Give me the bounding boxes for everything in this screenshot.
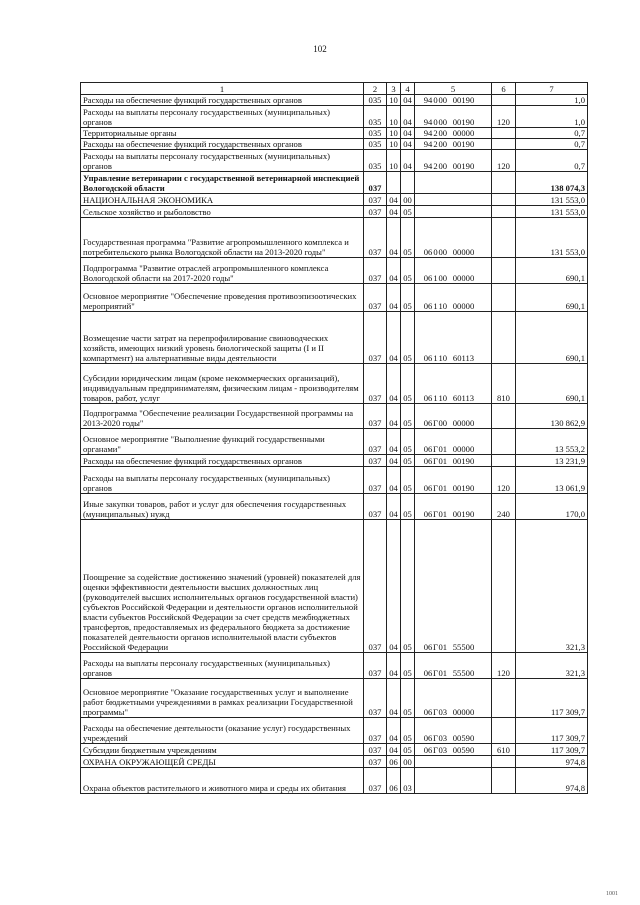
csr-part: 1 [433, 273, 438, 283]
sum-cell: 690,1 [516, 364, 588, 404]
csr-part: 00190 [452, 509, 475, 519]
row-name-cell: Расходы на обеспечение деятельности (оказание услуг) государственных учреждений [81, 718, 364, 744]
csr-cell [415, 520, 492, 653]
rz-cell [387, 172, 401, 194]
vr-cell [492, 404, 516, 429]
csr-part: Г [433, 707, 438, 717]
pr-cell: 05 [401, 520, 415, 653]
csr-part: 03 [438, 745, 448, 755]
header-cell: 5 [415, 83, 492, 95]
ved-cell: 037 [364, 653, 387, 679]
csr-cell [415, 284, 492, 312]
pr-cell: 04 [401, 139, 415, 150]
csr-part: 00 [438, 117, 448, 127]
header-cell: 6 [492, 83, 516, 95]
pr-cell: 05 [401, 679, 415, 718]
csr-cell [415, 718, 492, 744]
sum-cell: 117 309,7 [516, 718, 588, 744]
table-row [81, 364, 588, 404]
rz-cell: 04 [387, 258, 401, 284]
csr-part: 94 [423, 95, 433, 105]
header-cell: 3 [387, 83, 401, 95]
csr-part: 00000 [452, 707, 475, 717]
csr-part: Г [433, 418, 438, 428]
sum-cell: 1,0 [516, 106, 588, 128]
table-row [81, 679, 588, 718]
csr-part: Г [433, 642, 438, 652]
pr-cell: 03 [401, 768, 415, 794]
table-row [81, 172, 588, 194]
csr-part: 06 [423, 444, 433, 454]
csr-part: 00 [438, 418, 448, 428]
csr-part: Г [433, 456, 438, 466]
csr-part: 00000 [452, 444, 475, 454]
csr-cell [415, 258, 492, 284]
sum-cell: 690,1 [516, 258, 588, 284]
vr-cell: 120 [492, 150, 516, 172]
pr-cell: 05 [401, 467, 415, 494]
pr-cell: 00 [401, 194, 415, 206]
page-number: 102 [313, 44, 327, 54]
rz-cell: 04 [387, 404, 401, 429]
vr-cell: 240 [492, 494, 516, 520]
pr-cell: 05 [401, 494, 415, 520]
row-name-cell: Подпрограмма "Обеспечение реализации Государственной программы на 2013-2020 годы" [81, 404, 364, 429]
csr-part: 00590 [452, 733, 475, 743]
ved-cell: 037 [364, 429, 387, 455]
pr-cell: 00 [401, 756, 415, 768]
sum-cell: 13 061,9 [516, 467, 588, 494]
vr-cell [492, 194, 516, 206]
pr-cell: 05 [401, 718, 415, 744]
vr-cell: 810 [492, 364, 516, 404]
csr-part: 00190 [452, 456, 475, 466]
csr-cell [415, 494, 492, 520]
csr-part: 2 [433, 161, 438, 171]
sum-cell: 131 553,0 [516, 194, 588, 206]
csr-part: 10 [438, 353, 448, 363]
csr-part: 10 [438, 301, 448, 311]
csr-part: 60113 [452, 393, 475, 403]
rz-cell: 04 [387, 520, 401, 653]
row-name-cell: Расходы на выплаты персоналу государственных (муниципальных) органов [81, 106, 364, 128]
csr-part: 10 [438, 393, 448, 403]
csr-part: 00 [438, 128, 448, 138]
csr-part: 06 [423, 745, 433, 755]
csr-part: 0 [433, 95, 438, 105]
table-row [81, 455, 588, 467]
row-name-cell: Расходы на выплаты персоналу государственных (муниципальных) органов [81, 653, 364, 679]
csr-part: 06 [423, 668, 433, 678]
csr-cell [415, 455, 492, 467]
csr-cell [415, 139, 492, 150]
csr-cell [415, 744, 492, 756]
sum-cell: 131 553,0 [516, 218, 588, 258]
pr-cell: 05 [401, 206, 415, 218]
csr-part: 01 [438, 668, 448, 678]
row-name-cell: Государственная программа "Развитие агропромышленного комплекса и потребительского рынка Вологодской области на 2013-2020 годы" [81, 218, 364, 258]
csr-part: 06 [423, 509, 433, 519]
csr-part: Г [433, 733, 438, 743]
row-name-cell: Основное мероприятие "Обеспечение проведения противоэпизоотических мероприятий" [81, 284, 364, 312]
csr-part: 06 [423, 247, 433, 257]
table-row [81, 718, 588, 744]
row-name-cell: ОХРАНА ОКРУЖАЮЩЕЙ СРЕДЫ [81, 756, 364, 768]
csr-cell [415, 756, 492, 768]
table-row [81, 106, 588, 128]
header-row [81, 83, 588, 95]
row-name-cell: Расходы на выплаты персоналу государственных (муниципальных) органов [81, 467, 364, 494]
rz-cell: 10 [387, 139, 401, 150]
csr-cell [415, 106, 492, 128]
row-name-cell: Расходы на обеспечение функций государственных органов [81, 95, 364, 106]
rz-cell: 04 [387, 429, 401, 455]
csr-part: 55500 [452, 642, 475, 652]
ved-cell: 035 [364, 95, 387, 106]
pr-cell: 05 [401, 218, 415, 258]
vr-cell [492, 520, 516, 653]
csr-part: Г [433, 668, 438, 678]
pr-cell: 04 [401, 106, 415, 128]
pr-cell: 05 [401, 258, 415, 284]
sum-cell: 13 553,2 [516, 429, 588, 455]
csr-cell [415, 364, 492, 404]
ved-cell: 037 [364, 194, 387, 206]
pr-cell: 05 [401, 744, 415, 756]
ved-cell: 037 [364, 768, 387, 794]
csr-part: 06 [423, 733, 433, 743]
sum-cell: 0,7 [516, 128, 588, 139]
ved-cell: 037 [364, 467, 387, 494]
row-name-cell: Субсидии юридическим лицам (кроме некоммерческих организаций), индивидуальным предпринимателям, физическим лицам - производителям товаров, работ, услуг [81, 364, 364, 404]
row-name-cell: Иные закупки товаров, работ и услуг для обеспечения государственных (муниципальных) нужд [81, 494, 364, 520]
row-name-cell: Основное мероприятие "Выполнение функций государственными органами" [81, 429, 364, 455]
table-row [81, 756, 588, 768]
pr-cell: 04 [401, 150, 415, 172]
csr-part: 00 [438, 273, 448, 283]
vr-cell [492, 258, 516, 284]
rz-cell: 04 [387, 218, 401, 258]
csr-part: 1 [433, 301, 438, 311]
csr-part: 00000 [452, 418, 475, 428]
sum-cell: 13 231,9 [516, 455, 588, 467]
vr-cell [492, 718, 516, 744]
sum-cell: 117 309,7 [516, 679, 588, 718]
csr-cell [415, 128, 492, 139]
rz-cell: 06 [387, 768, 401, 794]
csr-part: 1 [433, 393, 438, 403]
csr-part: 00 [438, 161, 448, 171]
vr-cell [492, 679, 516, 718]
csr-part: 00190 [452, 161, 475, 171]
csr-cell [415, 404, 492, 429]
ved-cell: 037 [364, 679, 387, 718]
row-name-cell: Сельское хозяйство и рыболовство [81, 206, 364, 218]
table-row [81, 128, 588, 139]
ved-cell: 037 [364, 364, 387, 404]
ved-cell: 037 [364, 206, 387, 218]
ved-cell: 037 [364, 312, 387, 364]
sum-cell: 0,7 [516, 139, 588, 150]
csr-cell [415, 429, 492, 455]
pr-cell: 05 [401, 429, 415, 455]
ved-cell: 035 [364, 128, 387, 139]
csr-cell [415, 172, 492, 194]
csr-part: 2 [433, 128, 438, 138]
csr-part: 06 [423, 393, 433, 403]
csr-part: 01 [438, 483, 448, 493]
rz-cell: 04 [387, 718, 401, 744]
ved-cell: 037 [364, 718, 387, 744]
row-name-cell: Основное мероприятие "Оказание государственных услуг и выполнение работ бюджетными учреждениями в рамках реализации Государственной программы" [81, 679, 364, 718]
csr-part: 06 [423, 456, 433, 466]
csr-cell [415, 679, 492, 718]
table-row [81, 520, 588, 653]
csr-part: 55500 [452, 668, 475, 678]
rz-cell: 10 [387, 150, 401, 172]
table-row [81, 653, 588, 679]
vr-cell [492, 128, 516, 139]
table-row [81, 494, 588, 520]
sum-cell: 690,1 [516, 284, 588, 312]
vr-cell: 120 [492, 653, 516, 679]
rz-cell: 04 [387, 467, 401, 494]
rz-cell: 04 [387, 206, 401, 218]
csr-part: 60113 [452, 353, 475, 363]
rz-cell: 10 [387, 128, 401, 139]
csr-part: 0 [433, 247, 438, 257]
vr-cell [492, 429, 516, 455]
ved-cell: 035 [364, 106, 387, 128]
sum-cell: 170,0 [516, 494, 588, 520]
vr-cell [492, 284, 516, 312]
csr-part: 94 [423, 128, 433, 138]
rz-cell: 04 [387, 744, 401, 756]
table-row [81, 95, 588, 106]
vr-cell [492, 139, 516, 150]
csr-part: 1 [433, 353, 438, 363]
csr-cell [415, 312, 492, 364]
vr-cell [492, 768, 516, 794]
pr-cell: 05 [401, 284, 415, 312]
row-name-cell: Территориальные органы [81, 128, 364, 139]
vr-cell [492, 455, 516, 467]
csr-part: 00 [438, 247, 448, 257]
ved-cell: 037 [364, 258, 387, 284]
ved-cell: 037 [364, 172, 387, 194]
ved-cell: 037 [364, 744, 387, 756]
pr-cell: 05 [401, 312, 415, 364]
pr-cell: 04 [401, 128, 415, 139]
ved-cell: 037 [364, 494, 387, 520]
footer-mark: 1001 [606, 891, 618, 897]
csr-part: 00190 [452, 139, 475, 149]
row-name-cell: Охрана объектов растительного и животного мира и среды их обитания [81, 768, 364, 794]
csr-part: 03 [438, 733, 448, 743]
csr-part: 00590 [452, 745, 475, 755]
ved-cell: 037 [364, 404, 387, 429]
rz-cell: 04 [387, 653, 401, 679]
ved-cell: 035 [364, 150, 387, 172]
sum-cell: 130 862,9 [516, 404, 588, 429]
rz-cell: 10 [387, 106, 401, 128]
csr-cell [415, 768, 492, 794]
table-row [81, 284, 588, 312]
csr-cell [415, 653, 492, 679]
csr-cell [415, 218, 492, 258]
sum-cell: 690,1 [516, 312, 588, 364]
sum-cell: 974,8 [516, 768, 588, 794]
csr-part: 06 [423, 273, 433, 283]
sum-cell: 974,8 [516, 756, 588, 768]
rz-cell: 06 [387, 756, 401, 768]
table-row [81, 139, 588, 150]
table-row [81, 258, 588, 284]
ved-cell: 037 [364, 218, 387, 258]
csr-part: 06 [423, 642, 433, 652]
pr-cell: 05 [401, 653, 415, 679]
csr-part: 01 [438, 509, 448, 519]
table-row [81, 312, 588, 364]
csr-part: 00 [438, 95, 448, 105]
csr-part: 03 [438, 707, 448, 717]
rz-cell: 04 [387, 455, 401, 467]
csr-part: 00000 [452, 128, 475, 138]
csr-part: Г [433, 483, 438, 493]
table-row [81, 150, 588, 172]
csr-cell [415, 206, 492, 218]
csr-part: 06 [423, 483, 433, 493]
vr-cell [492, 218, 516, 258]
vr-cell [492, 172, 516, 194]
csr-part: 2 [433, 139, 438, 149]
vr-cell [492, 756, 516, 768]
csr-part: 94 [423, 161, 433, 171]
csr-part: 06 [423, 353, 433, 363]
ved-cell: 037 [364, 520, 387, 653]
row-name-cell: Поощрение за содействие достижению значений (уровней) показателей для оценки эффективности деятельности высших должностных лиц (руководителей высших исполнительных органов государственной власти) субъектов Российской Федерации и деятельности органов исполнительной власти субъектов Российской Федерации за счет средств межбюджетных трансфертов, предоставляемых из федерального бюджета за достижение показателей деятельности органов исполнительной власти субъектов Российской Федерации [81, 520, 364, 653]
csr-part: 01 [438, 642, 448, 652]
csr-cell [415, 194, 492, 206]
row-name-cell: Возмещение части затрат на перепрофилирование свиноводческих хозяйств, имеющих низкий уровень биологической защиты (I и II компартмент) на альтернативные виды деятельности [81, 312, 364, 364]
csr-part: Г [433, 444, 438, 454]
csr-part: 01 [438, 456, 448, 466]
csr-part: 00 [438, 139, 448, 149]
row-name-cell: Расходы на обеспечение функций государственных органов [81, 139, 364, 150]
rz-cell: 04 [387, 494, 401, 520]
ved-cell: 035 [364, 139, 387, 150]
table-row [81, 206, 588, 218]
csr-part: 06 [423, 418, 433, 428]
csr-part: 00000 [452, 301, 475, 311]
csr-part: 00190 [452, 95, 475, 105]
vr-cell [492, 206, 516, 218]
pr-cell [401, 172, 415, 194]
sum-cell: 321,3 [516, 520, 588, 653]
rz-cell: 04 [387, 679, 401, 718]
sum-cell: 321,3 [516, 653, 588, 679]
sum-cell: 117 309,7 [516, 744, 588, 756]
vr-cell [492, 95, 516, 106]
csr-part: Г [433, 745, 438, 755]
csr-part: 0 [433, 117, 438, 127]
csr-part: 00190 [452, 117, 475, 127]
csr-cell [415, 150, 492, 172]
table-row [81, 744, 588, 756]
pr-cell: 04 [401, 95, 415, 106]
csr-part: 00190 [452, 483, 475, 493]
row-name-cell: Расходы на обеспечение функций государственных органов [81, 455, 364, 467]
sum-cell: 131 553,0 [516, 206, 588, 218]
row-name-cell: Расходы на выплаты персоналу государственных (муниципальных) органов [81, 150, 364, 172]
pr-cell: 05 [401, 364, 415, 404]
csr-part: Г [433, 509, 438, 519]
ved-cell: 037 [364, 756, 387, 768]
vr-cell: 120 [492, 106, 516, 128]
row-name-cell: Управление ветеринарии с государственной ветеринарной инспекцией Вологодской области [81, 172, 364, 194]
budget-table [80, 82, 588, 794]
table-row [81, 404, 588, 429]
csr-part: 00000 [452, 247, 475, 257]
row-name-cell: Субсидии бюджетным учреждениям [81, 744, 364, 756]
rz-cell: 04 [387, 194, 401, 206]
table-row [81, 429, 588, 455]
pr-cell: 05 [401, 404, 415, 429]
csr-part: 01 [438, 444, 448, 454]
rz-cell: 10 [387, 95, 401, 106]
table-row [81, 218, 588, 258]
csr-part: 06 [423, 707, 433, 717]
header-cell: 2 [364, 83, 387, 95]
csr-part: 00000 [452, 273, 475, 283]
csr-cell [415, 467, 492, 494]
sum-cell: 0,7 [516, 150, 588, 172]
ved-cell: 037 [364, 284, 387, 312]
header-cell: 4 [401, 83, 415, 95]
header-cell: 1 [81, 83, 364, 95]
table-row [81, 194, 588, 206]
pr-cell: 05 [401, 455, 415, 467]
csr-part: 06 [423, 301, 433, 311]
table-row [81, 768, 588, 794]
sum-cell: 138 074,3 [516, 172, 588, 194]
csr-part: 94 [423, 139, 433, 149]
vr-cell: 610 [492, 744, 516, 756]
rz-cell: 04 [387, 284, 401, 312]
table-row [81, 467, 588, 494]
row-name-cell: Подпрограмма "Развитие отраслей агропромышленного комплекса Вологодской области на 2017-2020 годы" [81, 258, 364, 284]
csr-cell [415, 95, 492, 106]
vr-cell: 120 [492, 467, 516, 494]
ved-cell: 037 [364, 455, 387, 467]
csr-part: 94 [423, 117, 433, 127]
rz-cell: 04 [387, 364, 401, 404]
sum-cell: 1,0 [516, 95, 588, 106]
row-name-cell: НАЦИОНАЛЬНАЯ ЭКОНОМИКА [81, 194, 364, 206]
rz-cell: 04 [387, 312, 401, 364]
vr-cell [492, 312, 516, 364]
header-cell: 7 [516, 83, 588, 95]
